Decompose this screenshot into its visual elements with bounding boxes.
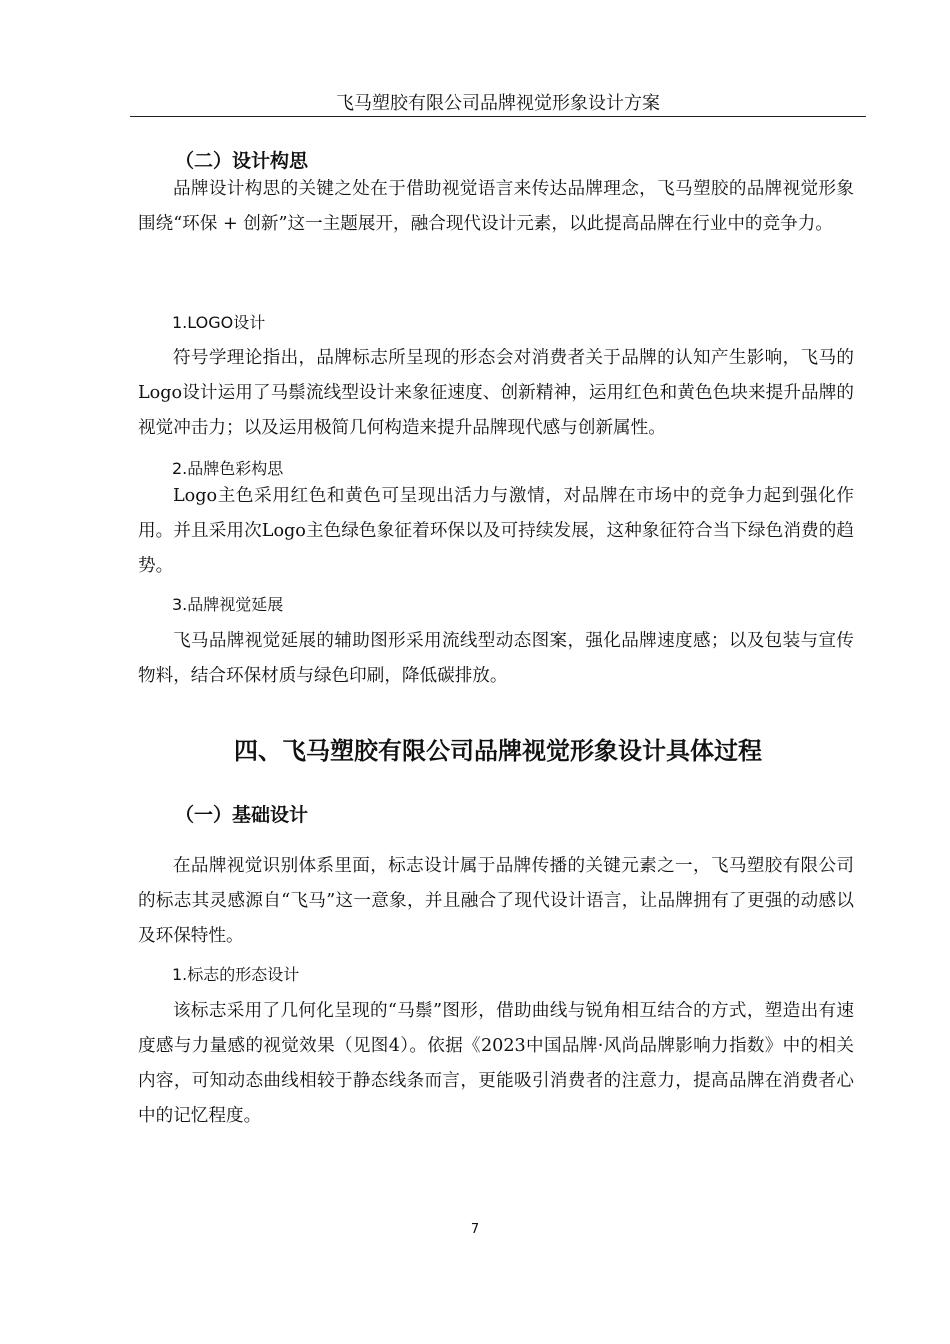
subheading-visual-extension: 3.品牌视觉延展 [172, 595, 284, 614]
subheading-logo-design: 1.LOGO设计 [172, 313, 266, 332]
paragraph-visual-extension: 飞马品牌视觉延展的辅助图形采用流线型动态图案，强化品牌速度感；以及包装与宣传物料，结合环保材质与绿色印刷，降低碳排放。 [138, 631, 854, 686]
section-heading-basic-design: （一）基础设计 [175, 804, 309, 826]
chapter-heading-4: 四、飞马塑胶有限公司品牌视觉形象设计具体过程 [234, 737, 762, 765]
paragraph-design-concept-intro: 品牌设计构思的关键之处在于借助视觉语言来传达品牌理念，飞马塑胶的品牌视觉形象围绕“环保 + 创新”这一主题展开，融合现代设计元素，以此提高品牌在行业中的竞争力。 [138, 179, 854, 234]
paragraph-basic-design-intro: 在品牌视觉识别体系里面，标志设计属于品牌传播的关键元素之一，飞马塑胶有限公司的标志其灵感源自“飞马”这一意象，并且融合了现代设计语言，让品牌拥有了更强的动感以及环保特性。 [138, 856, 854, 946]
paragraph-brand-color: Logo主色采用红色和黄色可呈现出活力与激情，对品牌在市场中的竞争力起到强化作用。并且采用次Logo主色绿色象征着环保以及可持续发展，这种象征符合当下绿色消费的趋势。 [138, 486, 854, 576]
subheading-logo-form: 1.标志的形态设计 [172, 965, 300, 984]
page-number: 7 [470, 1222, 480, 1237]
section-heading-design-concept: （二）设计构思 [175, 150, 309, 172]
paragraph-logo-form: 该标志采用了几何化呈现的“马鬃”图形，借助曲线与锐角相互结合的方式，塑造出有速度感与力量感的视觉效果（见图4）。依据《2023中国品牌·风尚品牌影响力指数》中的相关内容，可知动态曲线相较于静态线条而言，更能吸引消费者的注意力，提高品牌在消费者心中的记忆程度。 [138, 1001, 854, 1126]
running-header: 飞马塑胶有限公司品牌视觉形象设计方案 [336, 93, 660, 114]
paragraph-logo-design: 符号学理论指出，品牌标志所呈现的形态会对消费者关于品牌的认知产生影响，飞马的Logo设计运用了马鬃流线型设计来象征速度、创新精神，运用红色和黄色色块来提升品牌的视觉冲击力；以及运用极简几何构造来提升品牌现代感与创新属性。 [138, 348, 854, 438]
header-divider [130, 116, 866, 117]
subheading-brand-color: 2.品牌色彩构思 [172, 459, 284, 478]
